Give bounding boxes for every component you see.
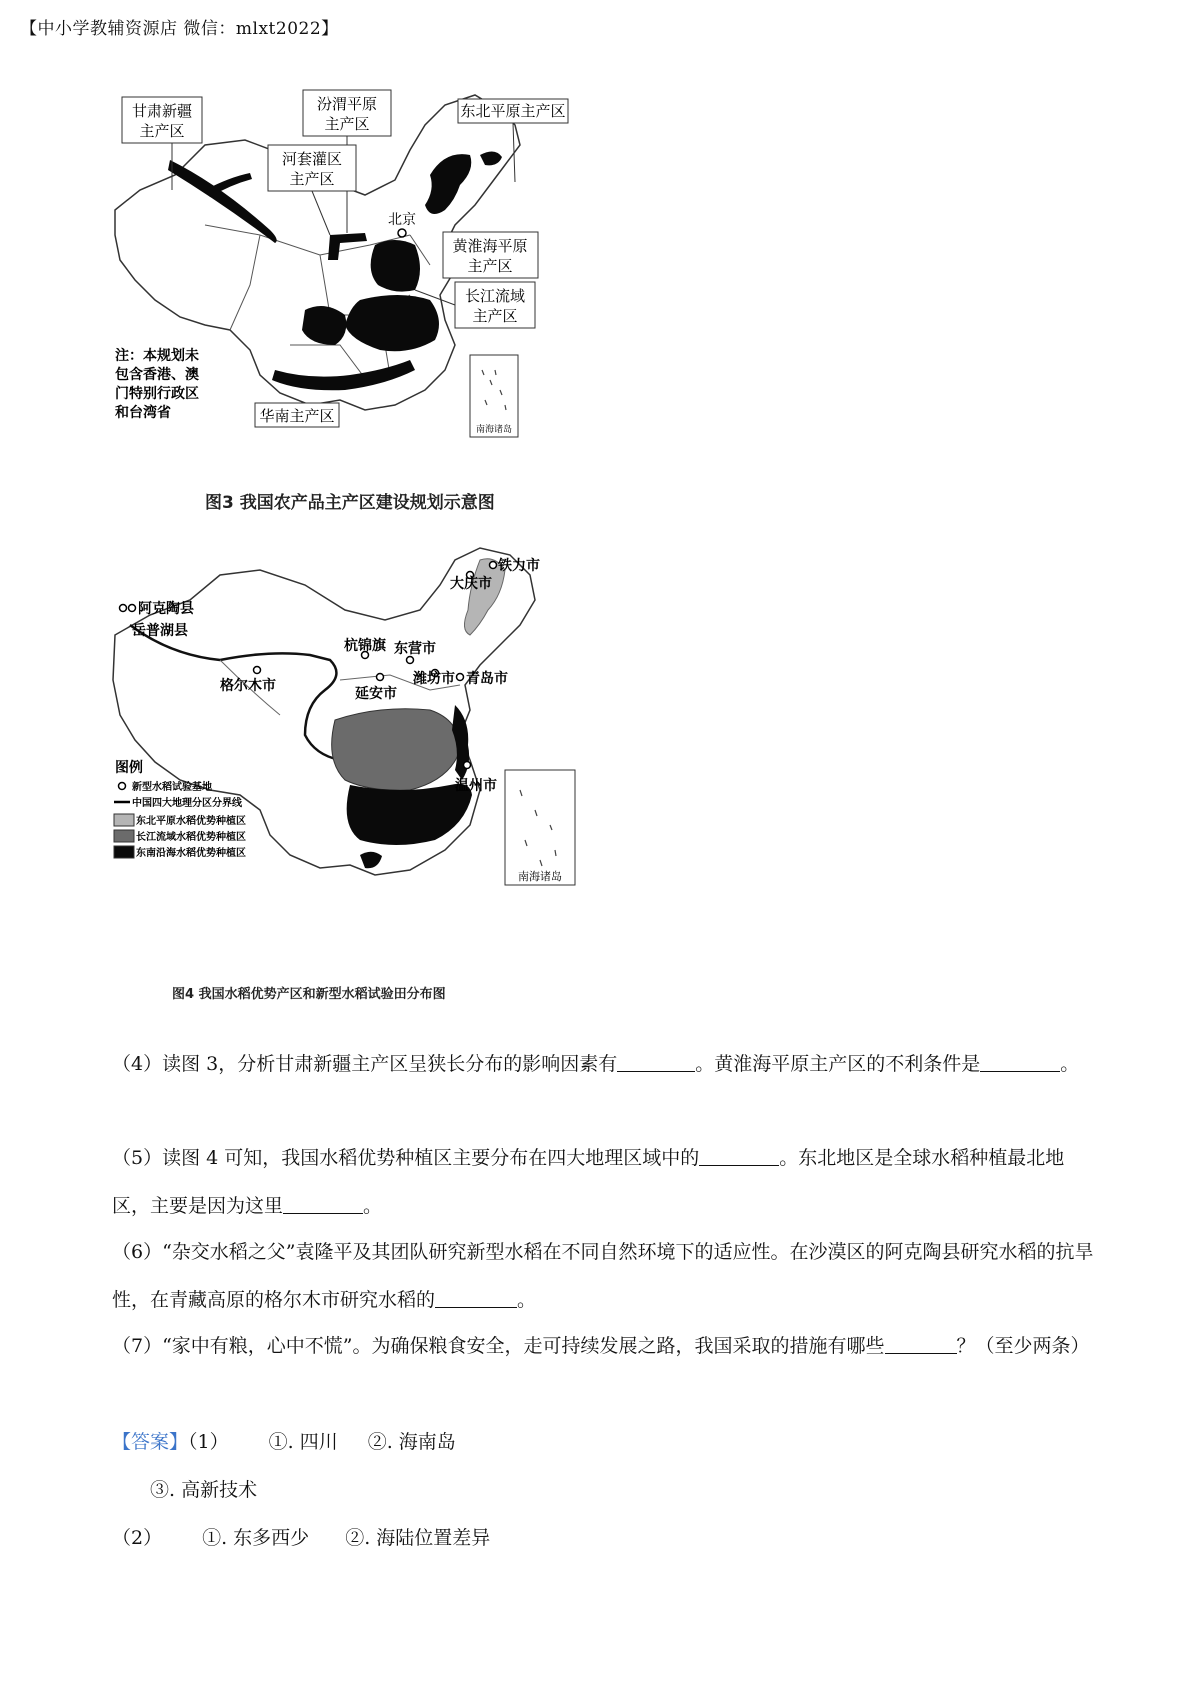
label-fenwei-line2: 主产区 <box>324 115 370 133</box>
answer-1-item-3: ③. 高新技术 <box>150 1479 258 1501</box>
page-header: 【中小学教辅资源店 微信：mlxt2022】 <box>20 19 339 39</box>
q6-text-a: （6）“杂交水稻之父”袁隆平及其团队研究新型水稻在不同自然环境下的适应性。在沙漠区的阿克陶县研究水稻的抗旱性，在青藏高原的格尔木市研究水稻的 <box>112 1241 1094 1311</box>
q5-text-a: （5）读图 4 可知，我国水稻优势种植区主要分布在四大地理区域中的 <box>112 1147 700 1169</box>
legend-item-test-base: 新型水稻试验基地 <box>132 782 212 793</box>
city-geermu: 格尔木市 <box>220 678 276 694</box>
label-south-sea-islands: 南海诸岛 <box>475 425 513 435</box>
q5-blank-1 <box>699 1143 779 1166</box>
q6-text-b: 。 <box>517 1289 537 1311</box>
figure-4-caption: 图4 我国水稻优势产区和新型水稻试验田分布图 <box>172 987 446 1002</box>
map-note-line1: 注：本规划未 <box>115 348 199 364</box>
question-5 <box>112 1134 1102 1230</box>
figure-3-map <box>110 85 630 480</box>
label-south-sea-islands-fig4: 南海诸岛 <box>518 870 562 883</box>
answer-2-item-1: ①. 东多西少 <box>202 1527 310 1549</box>
answer-line-3 <box>112 1514 1102 1562</box>
label-gansu-line1: 甘肃新疆 <box>131 102 193 120</box>
label-huanghuaihai-line2: 主产区 <box>467 257 513 275</box>
q4-text-b: 。黄淮海平原主产区的不利条件是 <box>695 1053 981 1075</box>
label-huanan: 华南主产区 <box>259 407 335 425</box>
china-agri-map <box>110 85 630 480</box>
question-4 <box>112 1040 1102 1088</box>
legend-item-southeast: 东南沿海水稻优势种植区 <box>136 848 246 859</box>
city-wenzhou: 温州市 <box>455 778 497 794</box>
map-note-line2: 包含香港、澳 <box>115 367 199 383</box>
q7-blank <box>885 1331 957 1354</box>
city-qingdao: 青岛市 <box>466 671 508 687</box>
legend-item-northeast: 东北平原水稻优势种植区 <box>136 816 246 827</box>
city-hangjin: 杭锦旗 <box>344 638 386 654</box>
city-dongying: 东营市 <box>394 641 436 657</box>
answer-line-2 <box>150 1466 1140 1514</box>
map-note-line4: 和台湾省 <box>115 405 171 421</box>
q4-blank-2 <box>980 1049 1060 1072</box>
answer-line-1 <box>112 1418 1102 1466</box>
label-hetao-line2: 主产区 <box>289 170 335 188</box>
city-yanan: 延安市 <box>355 686 397 702</box>
city-daqing: 大庆市 <box>450 576 492 592</box>
label-fenwei-line1: 汾渭平原 <box>316 95 378 113</box>
city-akatao: 阿克陶县 <box>138 601 194 617</box>
figure-3-caption: 图3 我国农产品主产区建设规划示意图 <box>205 493 495 513</box>
q4-text-a: （4）读图 3，分析甘肃新疆主产区呈狭长分布的影响因素有 <box>112 1053 618 1075</box>
figure-4-map <box>110 540 630 960</box>
answer-1-number: （1） <box>188 1431 229 1453</box>
city-tieli: 铁力市 <box>498 558 540 574</box>
q5-text-b: 。东北地区是全球水稻种植最北地区，主要是因为这里 <box>112 1147 1065 1217</box>
legend-item-boundary: 中国四大地理分区分界线 <box>132 798 242 809</box>
q7-text-b: ？（至少两条） <box>956 1335 1090 1357</box>
answer-tag: 【答案】 <box>112 1431 189 1453</box>
label-huanghuaihai-line1: 黄淮海平原 <box>452 237 528 255</box>
answer-2-item-2: ②. 海陆位置差异 <box>345 1527 491 1549</box>
q7-text-a: （7）“家中有粮，心中不慌”。为确保粮食安全，走可持续发展之路，我国采取的措施有哪些 <box>112 1335 885 1357</box>
city-yuepuhu: 岳普湖县 <box>132 623 188 639</box>
label-hetao-line1: 河套灌区 <box>281 150 343 168</box>
legend-title: 图例 <box>115 760 143 776</box>
beijing-dot <box>398 229 406 237</box>
answer-1-item-1: ①. 四川 <box>268 1431 338 1453</box>
south-sea-inset-fig4 <box>505 770 575 885</box>
question-7 <box>112 1322 1102 1370</box>
label-gansu-line2: 主产区 <box>139 122 185 140</box>
label-dongbei: 东北平原主产区 <box>460 102 566 120</box>
label-changjiang-line1: 长江流域 <box>464 287 526 305</box>
q4-text-c: 。 <box>1060 1053 1080 1075</box>
map-note-line3: 门特别行政区 <box>115 386 199 402</box>
q6-blank <box>435 1285 517 1308</box>
city-weifang: 潍坊市 <box>413 671 455 687</box>
region-huanghuaihai <box>371 240 420 292</box>
q4-blank-1 <box>617 1049 695 1072</box>
answer-1-item-2: ②. 海南岛 <box>367 1431 456 1453</box>
label-changjiang-line2: 主产区 <box>472 307 518 325</box>
q5-blank-2 <box>283 1191 363 1214</box>
answer-2-number: （2） <box>112 1527 163 1549</box>
legend-item-yangtze: 长江流域水稻优势种植区 <box>136 832 246 843</box>
label-beijing: 北京 <box>388 212 416 228</box>
question-6 <box>112 1228 1102 1324</box>
q5-text-c: 。 <box>363 1195 383 1217</box>
rice-distribution-map <box>110 540 630 960</box>
